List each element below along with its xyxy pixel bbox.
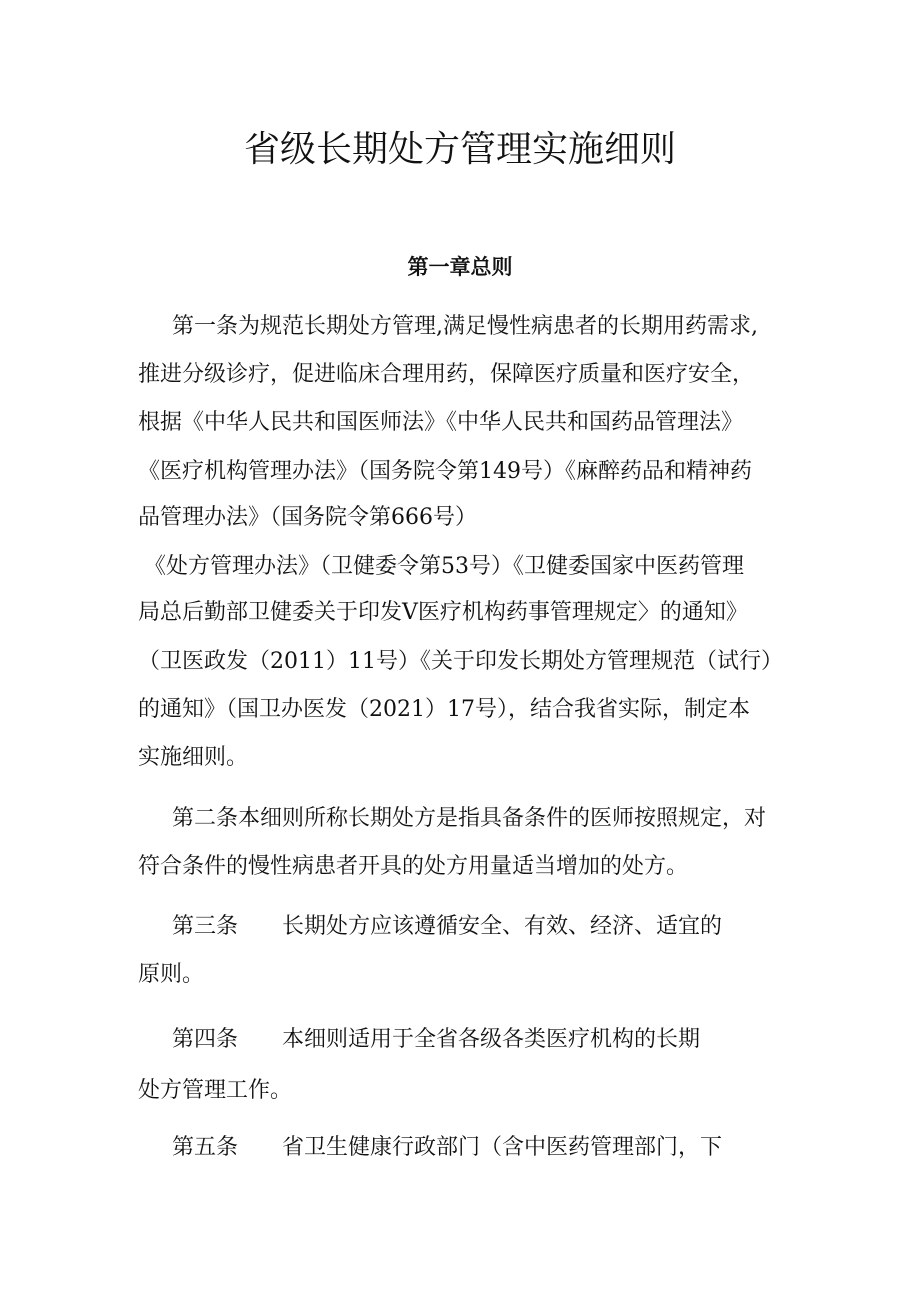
article5-label: 第五条 [172, 1135, 239, 1160]
article1-line-2: 推进分级诊疗，促进临床合理用药，保障医疗质量和医疗安全， [138, 362, 755, 387]
article3-line-1 [172, 912, 722, 942]
article1-line-10: 实施细则。 [138, 745, 249, 770]
article3-label: 第三条 [172, 914, 239, 939]
article4-line-2: 处方管理工作。 [138, 1078, 293, 1103]
article5-text: 省卫生健康行政部门（含中医药管理部门，下 [282, 1135, 723, 1160]
article1-line-5: 品管理办法》（国务院令第666号） [138, 505, 477, 530]
article3-text: 长期处方应该遵循安全、有效、经济、适宜的 [282, 914, 723, 939]
document-title: 省级长期处方管理实施细则 [243, 129, 676, 170]
article1-line-9: 的通知》（国卫办医发（2021）17号），结合我省实际，制定本 [138, 697, 750, 722]
article3-line-2: 原则。 [138, 962, 205, 987]
article1-line-4: 《医疗机构管理办法》（国务院令第149号）《麻醉药品和精神药 [138, 459, 752, 484]
article1-line-1: 第一条为规范长期处方管理,满足慢性病患者的长期用药需求, [172, 314, 758, 339]
article1-line-3: 根据《中华人民共和国医师法》《中华人民共和国药品管理法》 [138, 410, 744, 435]
article2-line-1: 第二条本细则所称长期处方是指具备条件的医师按照规定，对 [172, 806, 767, 831]
article1-line-8: （卫医政发（2011）11号）《关于印发长期处方管理规范（试行） [138, 649, 783, 674]
chapter-heading: 第一章总则 [407, 254, 513, 279]
article4-text: 本细则适用于全省各级各类医疗机构的长期 [282, 1027, 701, 1052]
article4-label: 第四条 [172, 1027, 239, 1052]
article4-line-1 [172, 1025, 700, 1055]
article2-line-2: 符合条件的慢性病患者开具的处方用量适当增加的处方。 [138, 854, 689, 879]
article1-line-6: 《处方管理办法》（卫健委令第53号）《卫健委国家中医药管理 [144, 554, 744, 579]
article1-line-7: 局总后勤部卫健委关于印发V医疗机构药事管理规定〉的通知》 [138, 600, 748, 625]
article5-line-1 [172, 1133, 722, 1163]
